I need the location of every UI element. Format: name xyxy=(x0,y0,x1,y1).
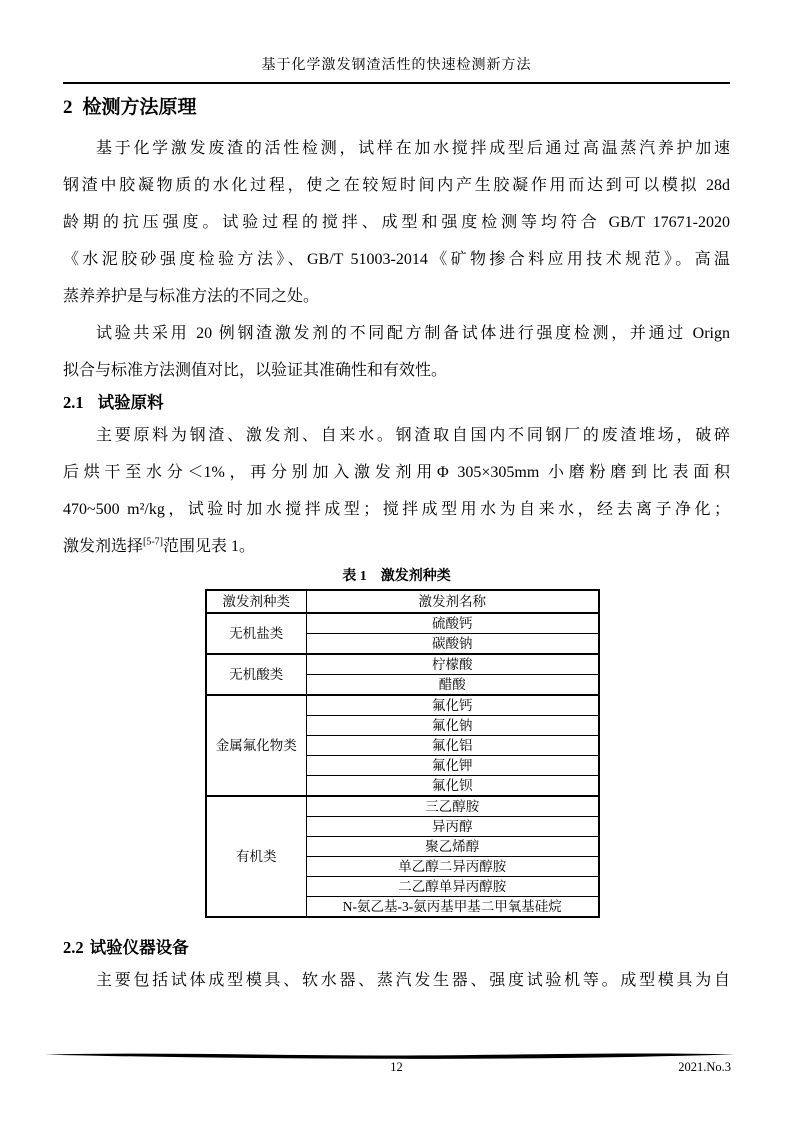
agent-cell: 异丙醇 xyxy=(306,817,599,837)
agent-cell: 氟化钾 xyxy=(306,756,599,776)
text-line: 钢渣中胶凝物质的水化过程，使之在较短时间内产生胶凝作用而达到可以模拟 28d xyxy=(63,177,730,194)
table-row xyxy=(206,613,599,634)
agent-cell: 醋酸 xyxy=(306,675,599,696)
footer-rule xyxy=(45,1047,735,1057)
agent-cell: 碳酸钠 xyxy=(306,634,599,655)
agent-cell: 二乙醇单异丙醇胺 xyxy=(306,877,599,897)
text-line: 470~500 m²/kg，试验时加水搅拌成型；搅拌成型用水为自来水，经去离子净化； xyxy=(63,501,730,518)
category-cell: 无机盐类 xyxy=(206,613,306,654)
agent-cell: 氟化钠 xyxy=(306,716,599,736)
section-number: 2 xyxy=(63,97,73,118)
section-heading-2-1 xyxy=(63,389,730,417)
agent-cell: 柠檬酸 xyxy=(306,654,599,675)
section-heading-2-2 xyxy=(63,934,730,962)
text-line: 试验共采用 20 例钢渣激发剂的不同配方制备试体进行强度检测，并通过 Orign xyxy=(96,325,730,342)
page-number: 12 xyxy=(390,1060,403,1074)
column-header-name: 激发剂名称 xyxy=(306,590,599,613)
text-line: 主要原料为钢渣、激发剂、自来水。钢渣取自国内不同钢厂的废渣堆场，破碎 xyxy=(96,427,730,444)
paragraph-3 xyxy=(63,417,730,565)
activator-types-table xyxy=(205,589,600,918)
table-caption: 表 1 激发剂种类 xyxy=(342,569,451,584)
issue-label: 2021.No.3 xyxy=(678,1060,731,1074)
agent-cell: N-氨乙基-3-氨丙基甲基二甲氧基硅烷 xyxy=(306,897,599,918)
section-number: 2.1 xyxy=(63,393,84,412)
running-header-title: 基于化学激发钢渣活性的快速检测新方法 xyxy=(261,58,532,73)
text-line: 《水泥胶砂强度检验方法》、GB/T 51003-2014《矿物掺合料应用技术规范》。高温 xyxy=(63,251,730,268)
page-footer xyxy=(0,1057,793,1077)
paragraph-1 xyxy=(63,130,730,315)
agent-cell: 硫酸钙 xyxy=(306,613,599,634)
header-rule xyxy=(63,82,730,84)
agent-cell: 氟化铝 xyxy=(306,736,599,756)
text-line: 蒸养养护是与标准方法的不同之处。 xyxy=(63,288,320,305)
paragraph-2 xyxy=(63,315,730,389)
table-row xyxy=(206,695,599,716)
agent-cell: 氟化钙 xyxy=(306,695,599,716)
citation-superscript: [5-7] xyxy=(143,536,164,548)
section-heading-2 xyxy=(63,94,730,122)
agent-cell: 氟化钡 xyxy=(306,776,599,797)
paragraph-4 xyxy=(63,962,730,999)
agent-cell: 聚乙烯醇 xyxy=(306,837,599,857)
text-line: 基于化学激发废渣的活性检测，试样在加水搅拌成型后通过高温蒸汽养护加速 xyxy=(96,140,730,157)
category-cell: 金属氟化物类 xyxy=(206,695,306,796)
table-row xyxy=(206,796,599,817)
table-row xyxy=(206,654,599,675)
text-line: 拟合与标准方法测值对比，以验证其准确性和有效性。 xyxy=(63,362,448,379)
section-number: 2.2 xyxy=(63,938,84,957)
text-segment: 范围见表 1。 xyxy=(163,538,256,555)
text-line: 龄期的抗压强度。试验过程的搅拌、成型和强度检测等均符合 GB/T 17671-2020 xyxy=(63,214,730,231)
category-cell: 有机类 xyxy=(206,796,306,917)
agent-cell: 单乙醇二异丙醇胺 xyxy=(306,857,599,877)
text-segment: 激发剂选择 xyxy=(63,538,144,555)
text-line-with-reference xyxy=(63,528,730,565)
section-title: 试验原料 xyxy=(97,393,164,412)
agent-cell: 三乙醇胺 xyxy=(306,796,599,817)
section-title: 检测方法原理 xyxy=(82,97,197,118)
column-header-category: 激发剂种类 xyxy=(206,590,306,613)
table-header-row xyxy=(206,590,599,613)
text-line: 主要包括试体成型模具、软水器、蒸汽发生器、强度试验机等。成型模具为自 xyxy=(96,972,730,989)
text-line: 后烘干至水分＜1%，再分别加入激发剂用Φ 305×305mm 小磨粉磨到比表面积 xyxy=(63,464,730,481)
section-title: 试验仪器设备 xyxy=(89,938,189,957)
category-cell: 无机酸类 xyxy=(206,654,306,695)
